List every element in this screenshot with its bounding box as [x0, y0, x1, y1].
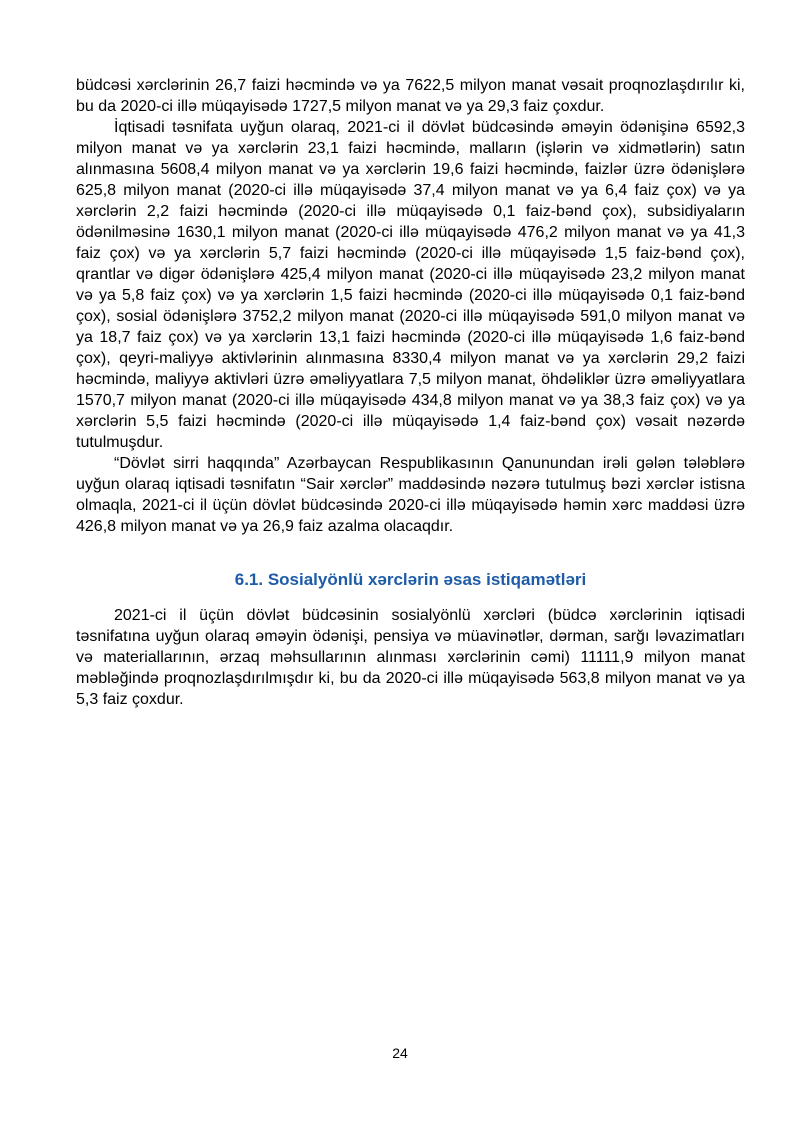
- paragraph-state-secrets: “Dövlət sirri haqqında” Azərbaycan Respublikasının Qanunundan irəli gələn tələblərə uyğun olaraq iqtisadi təsnifatın “Sair xərclər” maddəsində nəzərə tutulmuş bəzi xərclər istisna olmaqla, 2021-ci il üçün dövlət büdcəsində 2020-ci illə müqayisədə həmin xərc maddəsi üzrə 426,8 milyon manat və ya 26,9 faiz azalma olacaqdır.: [76, 455, 745, 535]
- page-number: 24: [392, 1045, 408, 1061]
- section-heading: 6.1. Sosialyönlü xərclərin əsas istiqamətləri: [234, 570, 587, 589]
- paragraph-economic-classification: İqtisadi təsnifata uyğun olaraq, 2021-ci il dövlət büdcəsində əməyin ödənişinə 6592,3 milyon manat və ya xərclərin 23,1 faizi həcmində, malların (işlərin və xidmətlərin) satın alınmasına 5608,4 milyon manat və ya xərclərin 19,6 faizi həcmində, faizlər üzrə ödənişlərə 625,8 milyon manat (2020-ci illə müqayisədə 37,4 milyon manat və ya 6,4 faiz çox) və ya xərclərin 2,2 faizi həcmində (2020-ci illə müqayisədə 0,1 faiz-bənd çox), subsidiyaların ödənilməsinə 1630,1 milyon manat (2020-ci illə müqayisədə 476,2 milyon manat və ya 41,3 faiz çox) və ya xərclərin 5,7 faizi həcmində (2020-ci illə müqayisədə 1,5 faiz-bənd çox), qrantlar və digər ödənişlərə 425,4 milyon manat (2020-ci illə müqayisədə 23,2 milyon manat və ya 5,8 faiz çox) və ya xərclərin 1,5 faizi həcmində (2020-ci illə müqayisədə 0,1 faiz-bənd çox), sosial ödənişlərə 3752,2 milyon manat (2020-ci illə müqayisədə 591,0 milyon manat və ya 18,7 faiz çox) və ya xərclərin 13,1 faizi həcmində (2020-ci illə müqayisədə 1,6 faiz-bənd çox), qeyri-maliyyə aktivlərinin alınmasına 8330,4 milyon manat və ya xərclərin 29,2 faizi həcmində, maliyyə aktivləri üzrə əməliyyatlara 7,5 milyon manat, öhdəliklər üzrə əməliyyatlara 1570,7 milyon manat (2020-ci illə müqayisədə 434,8 milyon manat və ya 38,3 faiz çox) və ya xərclərin 5,5 faizi həcmində (2020-ci illə müqayisədə 1,4 faiz-bənd çox) vəsait nəzərdə tutulmuşdur.: [76, 119, 745, 451]
- paragraph-social-expenditures: 2021-ci il üçün dövlət büdcəsinin sosialyönlü xərcləri (büdcə xərclərinin iqtisadi təsnifatına uyğun olaraq əməyin ödənişi, pensiya və müavinətlər, dərman, sarğı ləvazimatları və materiallarının, ərzaq məhsullarının alınması xərclərinin cəmi) 11111,9 milyon manat məbləğində proqnozlaşdırılmışdır ki, bu da 2020-ci illə müqayisədə 563,8 milyon manat və ya 5,3 faiz çoxdur.: [76, 607, 745, 708]
- paragraph-budget-continuation: büdcəsi xərclərinin 26,7 faizi həcmində və ya 7622,5 milyon manat vəsait proqnozlaşdırılır ki, bu da 2020-ci illə müqayisədə 1727,5 milyon manat və ya 29,3 faiz çoxdur.: [76, 77, 745, 115]
- page-content: [76, 75, 745, 710]
